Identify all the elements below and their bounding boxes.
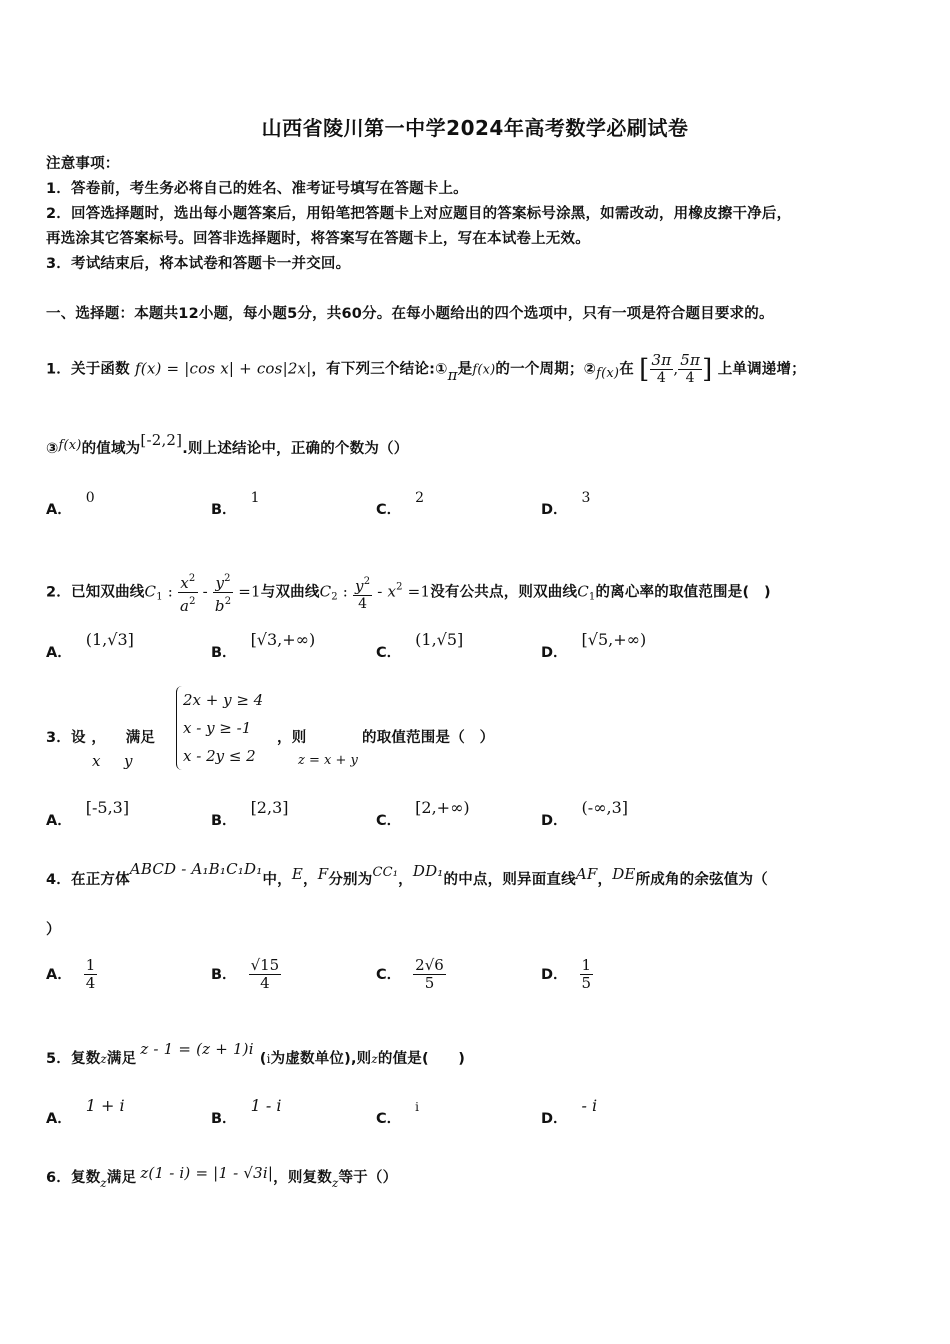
question-3: 3．设 ， 满足 <box>46 730 156 746</box>
option-c[interactable]: C．(1,√5] <box>376 630 464 661</box>
q1-interval-left: $\frac{3\pi}{4}$ <box>651 351 672 386</box>
page-title: 山西省陵川第一中学2024年高考数学必刷试卷 <box>261 116 689 140</box>
option-d[interactable]: D．(-∞,3] <box>541 798 629 829</box>
notice-item: 再选涂其它答案标号。回答非选择题时，将答案写在答题卡上，写在本试卷上无效。 <box>46 231 590 247</box>
option-b[interactable]: B．[√3,+∞) <box>211 630 316 661</box>
question-6: 6．复数$_z$满足 z(1 - i) = |1 - √3i|，则复数$_z$等于（） <box>46 1164 398 1190</box>
q1-interval-right: $\frac{5\pi}{4}$ <box>680 351 701 386</box>
option-a[interactable]: A．[-5,3] <box>46 798 130 829</box>
var-y: y <box>124 752 133 770</box>
question-5: 5．复数z满足z - 1 = (z + 1)i(i为虚数单位),则z的值是( ) <box>46 1040 466 1067</box>
q1-function: f(x) = |cos x| + cos|2x| <box>135 359 312 378</box>
option-d[interactable]: D． $\frac{1}{5}$ <box>541 956 592 992</box>
option-c[interactable]: C．$^i$ <box>376 1100 419 1127</box>
question-2: 2．已知双曲线$C_1$ : $\frac{x^2}{a^2}$ - $\frac{y^2}{b^2}$ =1与双曲线$C_2$ : $\frac{y^2}{4}$ - $x^2 =1$没有公共点，则双曲线$C_1$的离心率的取值范围是( ) <box>46 570 771 615</box>
option-c[interactable]: C．[2,+∞) <box>376 798 470 829</box>
option-a[interactable]: A．0 <box>46 490 95 518</box>
section-heading: 一、选择题：本题共12小题，每小题5分，共60分。在每小题给出的四个选项中，只有一项是符合题目要求的。 <box>46 306 774 322</box>
objective: z = x + y <box>298 753 358 768</box>
option-d[interactable]: D．[√5,+∞) <box>541 630 647 661</box>
q1-range: [-2,2] <box>140 431 183 449</box>
notice-item: 3．考试结束后，将本试卷和答题卡一并交回。 <box>46 256 351 272</box>
option-a[interactable]: A．1 + i <box>46 1096 125 1127</box>
option-a[interactable]: A．(1,√3] <box>46 630 134 661</box>
option-b[interactable]: B．1 <box>211 490 260 518</box>
question-4: 4．在正方体ABCD - A₁B₁C₁D₁中，E，F分别为CC₁，DD₁的中点，则异面直线AF，DE所成角的余弦值为（ <box>46 860 768 888</box>
notice-heading: 注意事项： <box>46 156 120 172</box>
notice-item: 2．回答选择题时，选出每小题答案后，用铅笔把答题卡上对应题目的答案标号涂黑，如需改动，用橡皮擦干净后， <box>46 206 792 222</box>
var-x: x <box>92 752 101 770</box>
question-1: 1．关于函数 f(x) = |cos x| + cos|2x|，有下列三个结论:①π是f(x)的一个周期；②f(x)在 [ $\frac{3\pi}{4}$ , $\frac{5\pi}{4}$ ] 上单调递增； <box>46 351 806 386</box>
option-c[interactable]: C．2 <box>376 490 425 518</box>
option-d[interactable]: D．3 <box>541 490 591 518</box>
option-d[interactable]: D．- i <box>541 1096 598 1127</box>
option-c[interactable]: C． $\frac{2√6}{5}$ <box>376 956 444 992</box>
exam-page: 山西省陵川第一中学2024年高考数学必刷试卷 注意事项： 1．答卷前，考生务必将自己的姓名、准考证号填写在答题卡上。 2．回答选择题时，选出每小题答案后，用铅笔把答题卡上对应题目的答案标号涂黑，如需改动，用橡皮擦干净后， 再选涂其它答案标号。回答非选择题时，将答案写在答题卡上，写在本试卷上无效。 3．考试结束后，将本试卷和答题卡一并交回。 一、选择题：本题共12小题，每小题5分，共60分。在每小题给出的四个选项中，只有一项是符合题目要求的。 1．关于函数 f(x) = |cos x| + cos|2x|，有下列三个结论:①π是f(x)的一个周期；②f(x)在 [ $\frac{3\pi}{4}$ , $\frac{5\pi}{4}$ ] 上单调递增； ③f(x)的值域为[-2,2].则上述结论中，正确的个数为（） A．0 B．1 C．2 D．3 2．已知双曲线$C_1$ : $\frac{x^2}{a^2}$ - $\frac{y^2}{b^2}$ =1与双曲线$C_2$ : $\frac{y^2}{4}$ - $x^2 =1$没有公共点，则双曲线$C_1$的离心率的取值范围是( ) A．(1,√3] B．[√3,+∞) C．(1,√5] D．[√5,+∞) 3．设 ， 满足 x y 2x + y ≥ 4 x - y ≥ -1 x - 2y ≤ 2 ，则 z = x + y 的取值范围是（ ） A．[-5,3] B．[2,3] C．[2,+∞) D．(-∞,3] 4．在正方体ABCD - A₁B₁C₁D₁中，E，F分别为CC₁，DD₁的中点，则异面直线AF，DE所成角的余弦值为（ ） A． $\frac{1}{4}$ B． $\frac{√15}{4}$ C． $\frac{2√6}{5}$ D． $\frac{1}{5}$ 5．复数z满足z - 1 = (z + 1)i(i为虚数单位),则z的值是( ) A．1 + i B．1 - i C．$^i$ D．- i 6．复数$_z$满足 z(1 - i) = |1 - √3i|，则复数$_z$等于（） <box>0 0 950 1344</box>
notice-item: 1．答卷前，考生务必将自己的姓名、准考证号填写在答题卡上。 <box>46 181 468 197</box>
option-b[interactable]: B． $\frac{√15}{4}$ <box>211 956 280 992</box>
option-b[interactable]: B．[2,3] <box>211 798 289 829</box>
option-b[interactable]: B．1 - i <box>211 1096 282 1127</box>
constraint-system: 2x + y ≥ 4 x - y ≥ -1 x - 2y ≤ 2 <box>176 686 263 770</box>
option-a[interactable]: A． $\frac{1}{4}$ <box>46 956 96 992</box>
question-1-line2: ③f(x)的值域为[-2,2].则上述结论中，正确的个数为（） <box>46 431 409 457</box>
